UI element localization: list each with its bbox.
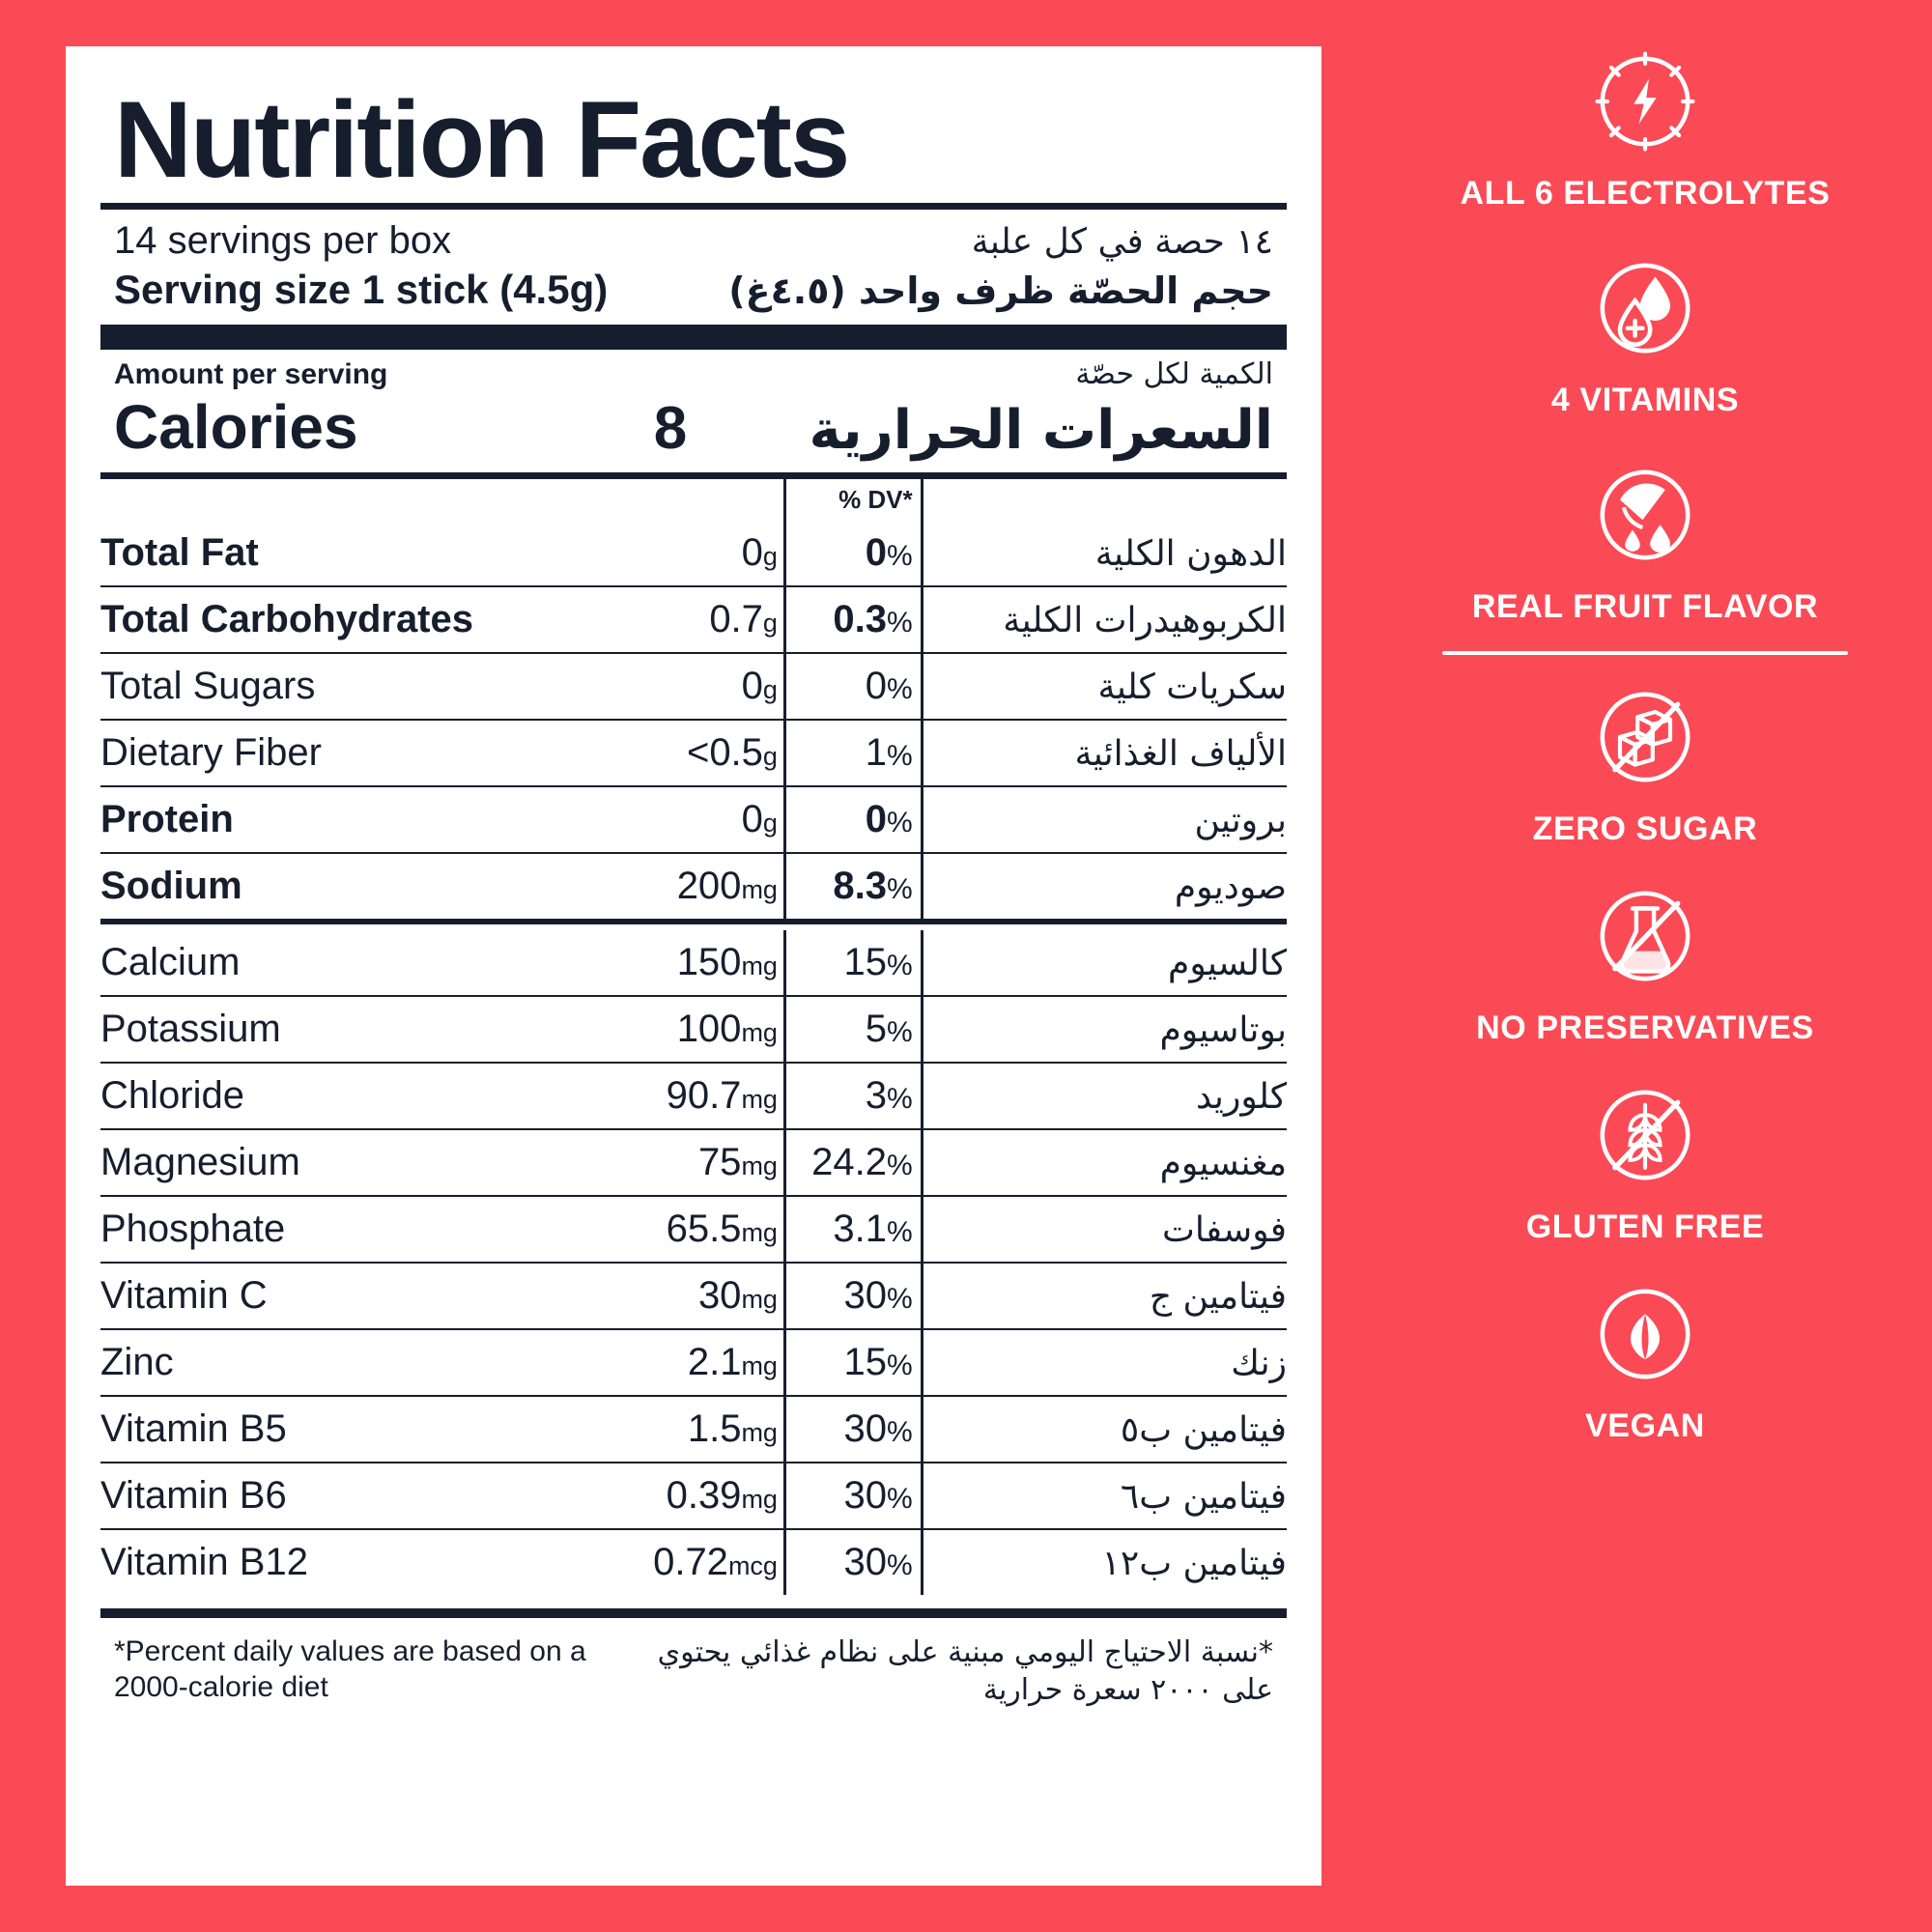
nutrient-amount: 0.72mcg <box>653 1540 778 1583</box>
nutrient-name-ar: كالسيوم <box>922 930 1287 996</box>
page-title: Nutrition Facts <box>114 79 849 200</box>
nutrient-name: Total Sugars <box>100 653 580 720</box>
servings-per-box-row <box>100 210 1287 263</box>
nutrient-dv: 15% <box>784 1329 922 1396</box>
nutrient-dv: 8.3% <box>784 853 922 922</box>
lightning-burst-icon <box>1582 39 1708 169</box>
nutrient-amount: 90.7mg <box>580 1063 785 1129</box>
wheat-no-icon <box>1582 1072 1708 1203</box>
nutrient-dv: 3.1% <box>784 1196 922 1263</box>
sugar-cubes-no-icon <box>1582 674 1708 805</box>
benefit-zero-sugar <box>1381 674 1909 848</box>
nutrition-table-micronutrients <box>100 930 1287 1595</box>
nutrient-name: Chloride <box>100 1063 580 1129</box>
nutrient-amount: 150mg <box>580 930 785 996</box>
nutrient-name-ar: فوسفات <box>922 1196 1287 1263</box>
nutrient-name-ar: فيتامين ب٥ <box>922 1396 1287 1463</box>
nutrient-name-ar: فيتامين ب١٢ <box>922 1529 1287 1595</box>
nutrient-name: Vitamin B6 <box>100 1463 580 1529</box>
nutrient-name: Calcium <box>100 930 580 996</box>
servings-per-box-en: 14 servings per box <box>114 218 452 262</box>
nutrient-dv: 30% <box>784 1396 922 1463</box>
nutrition-facts-panel <box>66 46 1321 1886</box>
nutrient-dv: 30% <box>784 1263 922 1329</box>
nutrient-name: Protein <box>100 786 580 853</box>
dv-header-row <box>100 479 1287 521</box>
table-row <box>100 1063 1287 1129</box>
nutrient-name: Vitamin B12 <box>100 1540 308 1583</box>
nutrient-name: Dietary Fiber <box>100 720 580 786</box>
nutrient-name-ar: سكريات كلية <box>922 653 1287 720</box>
benefit-real-fruit-flavor <box>1381 452 1909 626</box>
table-row <box>100 720 1287 786</box>
nutrient-name: Sodium <box>100 853 580 922</box>
nutrient-amount: 75mg <box>580 1129 785 1196</box>
nutrient-dv: 30% <box>784 1463 922 1529</box>
amount-per-serving-ar: الكمية لكل حصّة <box>1075 356 1273 391</box>
nutrient-name: Phosphate <box>100 1196 580 1263</box>
nutrient-amount: 0.39mg <box>580 1463 785 1529</box>
nutrient-dv: 24.2% <box>784 1129 922 1196</box>
table-row <box>100 1129 1287 1196</box>
table-row <box>100 1529 1287 1595</box>
nutrient-amount: 2.1mg <box>580 1329 785 1396</box>
nutrient-amount: 100mg <box>580 996 785 1063</box>
nutrition-table-main <box>100 479 1287 924</box>
nutrient-name-ar: الدهون الكلية <box>922 521 1287 586</box>
table-row <box>100 1263 1287 1329</box>
calories-value: 8 <box>653 394 688 462</box>
nutrient-name: Vitamin B5 <box>100 1396 580 1463</box>
benefit-label: ALL 6 ELECTROLYTES <box>1460 175 1831 212</box>
leaf-icon <box>1582 1271 1708 1402</box>
nutrient-dv: 0% <box>784 786 922 853</box>
table-row <box>100 1329 1287 1396</box>
nutrient-dv: 15% <box>784 930 922 996</box>
calories-label: Calories <box>114 391 358 462</box>
nutrient-dv: 3% <box>784 1063 922 1129</box>
nutrient-dv: 0.3% <box>784 586 922 653</box>
divider-under-title <box>100 203 1287 210</box>
divider-heavy-above-calories <box>100 325 1287 350</box>
nutrient-dv: 5% <box>784 996 922 1063</box>
benefit-vegan <box>1381 1271 1909 1445</box>
benefit-label: GLUTEN FREE <box>1525 1208 1765 1245</box>
nutrient-name-ar: صوديوم <box>922 853 1287 922</box>
nutrient-amount: <0.5g <box>580 720 785 786</box>
rail-divider <box>1442 651 1848 655</box>
nutrient-name-ar: بوتاسيوم <box>922 996 1287 1063</box>
calories-label-ar: السعرات الحرارية <box>809 398 1273 462</box>
nutrient-name-ar: مغنسيوم <box>922 1129 1287 1196</box>
table-row <box>100 1196 1287 1263</box>
nutrient-name: Magnesium <box>100 1129 580 1196</box>
table-row <box>100 853 1287 922</box>
dv-header-label: % DV* <box>784 479 922 521</box>
nutrient-name: Total Fat <box>100 521 580 586</box>
benefit-label: 4 VITAMINS <box>1550 382 1740 418</box>
nutrient-dv: 0% <box>784 653 922 720</box>
serving-size-ar: حجم الحصّة ظرف واحد (٤.٥غ) <box>728 269 1273 312</box>
benefit-label: ZERO SUGAR <box>1532 810 1758 847</box>
servings-per-box-ar: ١٤ حصة في كل علبة <box>971 221 1273 262</box>
table-row <box>100 786 1287 853</box>
droplet-plus-icon <box>1582 245 1708 376</box>
nutrient-amount: 0g <box>580 786 785 853</box>
nutrient-name-ar: الألياف الغذائية <box>922 720 1287 786</box>
nutrient-dv: 30% <box>784 1529 922 1595</box>
amount-per-serving-en: Amount per serving <box>114 357 388 390</box>
divider-above-footnote <box>100 1608 1287 1618</box>
nutrient-amount: 1.5mg <box>580 1396 785 1463</box>
nutrient-name: Potassium <box>100 996 580 1063</box>
nutrient-amount: 200mg <box>580 853 785 922</box>
nutrient-amount: 0g <box>580 521 785 586</box>
table-row <box>100 1396 1287 1463</box>
nutrient-name-ar: فيتامين ج <box>922 1263 1287 1329</box>
benefits-rail <box>1372 0 1932 1932</box>
table-row <box>100 996 1287 1063</box>
flask-no-icon <box>1582 873 1708 1004</box>
serving-size-en: Serving size 1 stick (4.5g) <box>114 266 609 312</box>
nutrient-name: Vitamin C <box>100 1263 580 1329</box>
table-row <box>100 930 1287 996</box>
nutrient-name-ar: بروتين <box>922 786 1287 853</box>
benefit-all-6-electrolytes <box>1381 39 1909 213</box>
footnote-en: *Percent daily values are based on a 2000-calorie diet <box>114 1634 586 1704</box>
nutrient-dv: 1% <box>784 720 922 786</box>
nutrient-amount: 0g <box>580 653 785 720</box>
table-row <box>100 653 1287 720</box>
nutrient-amount: 30mg <box>580 1263 785 1329</box>
fruit-slice-icon <box>1582 452 1708 582</box>
nutrient-name-ar: فيتامين ب٦ <box>922 1463 1287 1529</box>
amount-per-serving-row <box>100 350 1287 391</box>
benefit-label: VEGAN <box>1585 1407 1705 1444</box>
nutrient-name: Zinc <box>100 1329 580 1396</box>
nutrient-name: Total Carbohydrates <box>100 586 580 653</box>
divider-under-calories <box>100 472 1287 479</box>
nutrient-dv: 0% <box>784 521 922 586</box>
nutrient-name-ar: الكربوهيدرات الكلية <box>922 586 1287 653</box>
footnote-ar: *نسبة الاحتياج اليومي مبنية على نظام غذائي يحتوي على ٢٠٠٠ سعرة حرارية <box>657 1634 1273 1707</box>
nutrient-name-ar: كلوريد <box>922 1063 1287 1129</box>
nutrient-amount: 0.7g <box>580 586 785 653</box>
benefit-label: NO PRESERVATIVES <box>1476 1009 1814 1046</box>
table-row <box>100 586 1287 653</box>
calories-row <box>100 391 1287 472</box>
nutrient-name-ar: زنك <box>922 1329 1287 1396</box>
benefit-gluten-free <box>1381 1072 1909 1246</box>
benefit-label: REAL FRUIT FLAVOR <box>1471 588 1819 625</box>
table-row <box>100 521 1287 586</box>
footnote-block <box>100 1618 1287 1709</box>
benefit-no-preservatives <box>1381 873 1909 1047</box>
serving-size-row <box>100 263 1287 325</box>
table-row <box>100 1463 1287 1529</box>
benefit-4-vitamins <box>1381 245 1909 419</box>
nutrient-amount: 65.5mg <box>580 1196 785 1263</box>
